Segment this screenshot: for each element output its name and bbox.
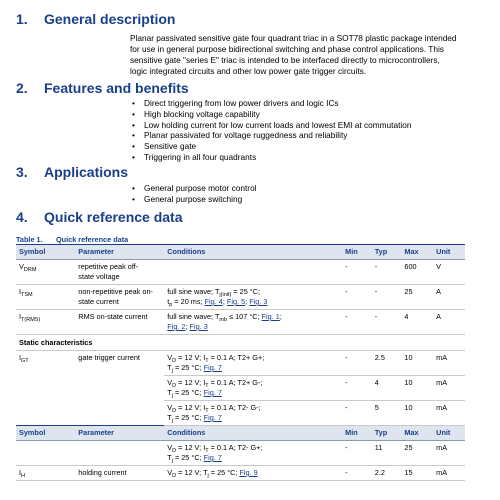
cell-conditions: $V_D = 12$ V; $T_j = 25$ °C; Fig. 9 [164,466,342,481]
paragraph-line: Planar passivated sensitive gate four quadrant triac in a SOT78 plastic package intended [130,33,457,43]
section-title: Quick reference data [44,209,183,225]
cell-unit: mA [433,351,465,376]
figure-link[interactable]: Fig. 7 [203,413,222,422]
table-row [16,260,465,285]
cell-parameter: repetitive peak off- state voltage [75,260,164,285]
cell-typ: - [372,310,402,335]
cell-max: 600 [401,260,433,285]
cell-symbol: $I_H$ [16,466,75,481]
cell-symbol [16,441,75,466]
cell-typ: 5 [372,401,402,426]
cell-typ: 4 [372,376,402,401]
section-number: 2. [16,80,28,96]
figure-link[interactable]: Fig. 7 [203,453,222,462]
list-item: • Low holding current for low current loads and lowest EMI at commutation [130,120,411,131]
header-symbol: Symbol [16,426,75,441]
cell-max: 10 [401,351,433,376]
table-row [16,310,465,335]
cell-typ: 2.5 [372,351,402,376]
section-title: Applications [44,164,129,180]
header-conditions: Conditions [164,245,342,260]
static-characteristics-label: Static characteristics [16,335,465,351]
figure-link[interactable]: Fig. 3 [249,297,268,306]
cell-max: 4 [401,310,433,335]
cell-min: - [342,285,372,310]
cell-conditions: full sine wave; $T_{j(init)} = 25$ °C; $t_p = 20$ ms; Fig. 4; Fig. 5; Fig. 3 [164,285,342,310]
section-title: Features and benefits [44,80,189,96]
cell-unit: mA [433,376,465,401]
cell-min: - [342,376,372,401]
header-typ: Typ [372,426,402,441]
general-description-paragraph [130,33,480,77]
section-heading-quick-reference [16,209,183,225]
cell-symbol: $I_{TSM}$ [16,285,75,310]
table-caption-title: Quick reference data [56,235,129,244]
table-row [16,285,465,310]
cell-conditions: $V_D = 12$ V; $I_T = 0.1$ A; T2- G+; $T_j = 25$ °C; Fig. 7 [164,441,342,466]
figure-link[interactable]: Fig. 5 [226,297,246,306]
table-caption [16,235,128,244]
paragraph-line: sensitive gate "series E" triac is intended to be interfaced directly to microcontrollers, [130,55,440,65]
paragraph-line: for use in general purpose bidirectional switching and phase control applications. This [130,44,444,54]
table-subheader-row [16,335,465,351]
table-caption-number: Table 1. [16,235,43,244]
table-row [16,351,465,376]
cell-min: - [342,260,372,285]
figure-link[interactable]: Fig. 7 [203,388,222,397]
section-number: 4. [16,209,28,225]
header-unit: Unit [433,245,465,260]
paragraph-line: logic integrated circuits and other low power gate trigger circuits. [130,66,367,76]
header-conditions: Conditions [164,426,342,441]
cell-min: - [342,466,372,481]
section-number: 3. [16,164,28,180]
table-header-row [16,245,465,260]
cell-min: - [342,441,372,466]
section-heading-general-description [16,11,175,27]
cell-typ: - [372,260,402,285]
header-unit: Unit [433,426,465,441]
figure-link[interactable]: Fig. 3 [189,322,208,331]
cell-min: - [342,351,372,376]
header-min: Min [342,245,372,260]
cell-unit: mA [433,441,465,466]
cell-conditions: $V_D = 12$ V; $I_T = 0.1$ A; T2+ G+; $T_j = 25$ °C; Fig. 7 [164,351,342,376]
header-typ: Typ [372,245,402,260]
quick-reference-table [16,244,465,481]
list-item: • Sensitive gate [130,141,411,152]
applications-list [130,183,257,205]
cell-min: - [342,310,372,335]
header-symbol: Symbol [16,245,75,260]
cell-unit: mA [433,401,465,426]
figure-link[interactable]: Fig. 4 [204,297,223,306]
cell-typ: 2.2 [372,466,402,481]
figure-link[interactable]: Fig. 1 [261,312,280,321]
cell-max: 25 [401,441,433,466]
cell-unit: mA [433,466,465,481]
cell-max: 10 [401,401,433,426]
table-header-row [16,426,465,441]
features-list [130,98,411,163]
cell-symbol: $I_{GT}$ [19,353,29,364]
cell-conditions: full sine wave; $T_{mb} \le 107$ °C; Fig. 1; Fig. 2; Fig. 3 [164,310,342,335]
cell-symbol: $V_{DRM}$ [16,260,75,285]
cell-unit: A [433,285,465,310]
header-min: Min [342,426,372,441]
list-item: • Direct triggering from low power drivers and logic ICs [130,98,411,109]
header-max: Max [401,426,433,441]
table-row [16,441,465,466]
header-max: Max [401,245,433,260]
cell-parameter: RMS on-state current [75,310,164,335]
list-item: • Triggering in all four quadrants [130,152,411,163]
header-parameter: Parameter [75,245,164,260]
figure-link[interactable]: Fig. 7 [203,363,222,372]
cell-unit: V [433,260,465,285]
figure-link[interactable]: Fig. 9 [239,468,258,477]
cell-typ: 11 [372,441,402,466]
list-item: • General purpose motor control [130,183,257,194]
list-item: • High blocking voltage capability [130,109,411,120]
cell-parameter: gate trigger current [78,353,140,362]
section-number: 1. [16,11,28,27]
cell-conditions [164,260,342,285]
section-title: General description [44,11,176,27]
cell-symbol: $I_{T(RMS)}$ [16,310,75,335]
cell-typ: - [372,285,402,310]
cell-max: 10 [401,376,433,401]
list-item: • Planar passivated for voltage ruggedness and reliability [130,130,411,141]
cell-parameter: holding current [75,466,164,481]
cell-conditions: $V_D = 12$ V; $I_T = 0.1$ A; T2- G-; $T_j = 25$ °C; Fig. 7 [164,401,342,426]
section-heading-applications [16,164,128,180]
cell-max: 15 [401,466,433,481]
cell-parameter [75,441,164,466]
cell-min: - [342,401,372,426]
header-parameter: Parameter [75,426,164,441]
cell-unit: A [433,310,465,335]
cell-max: 25 [401,285,433,310]
table-row [16,466,465,481]
cell-conditions: $V_D = 12$ V; $I_T = 0.1$ A; T2+ G-; $T_j = 25$ °C; Fig. 7 [164,376,342,401]
section-heading-features [16,80,189,96]
figure-link[interactable]: Fig. 2 [167,322,186,331]
cell-parameter: non-repetitive peak on- state current [75,285,164,310]
list-item: • General purpose switching [130,194,257,205]
